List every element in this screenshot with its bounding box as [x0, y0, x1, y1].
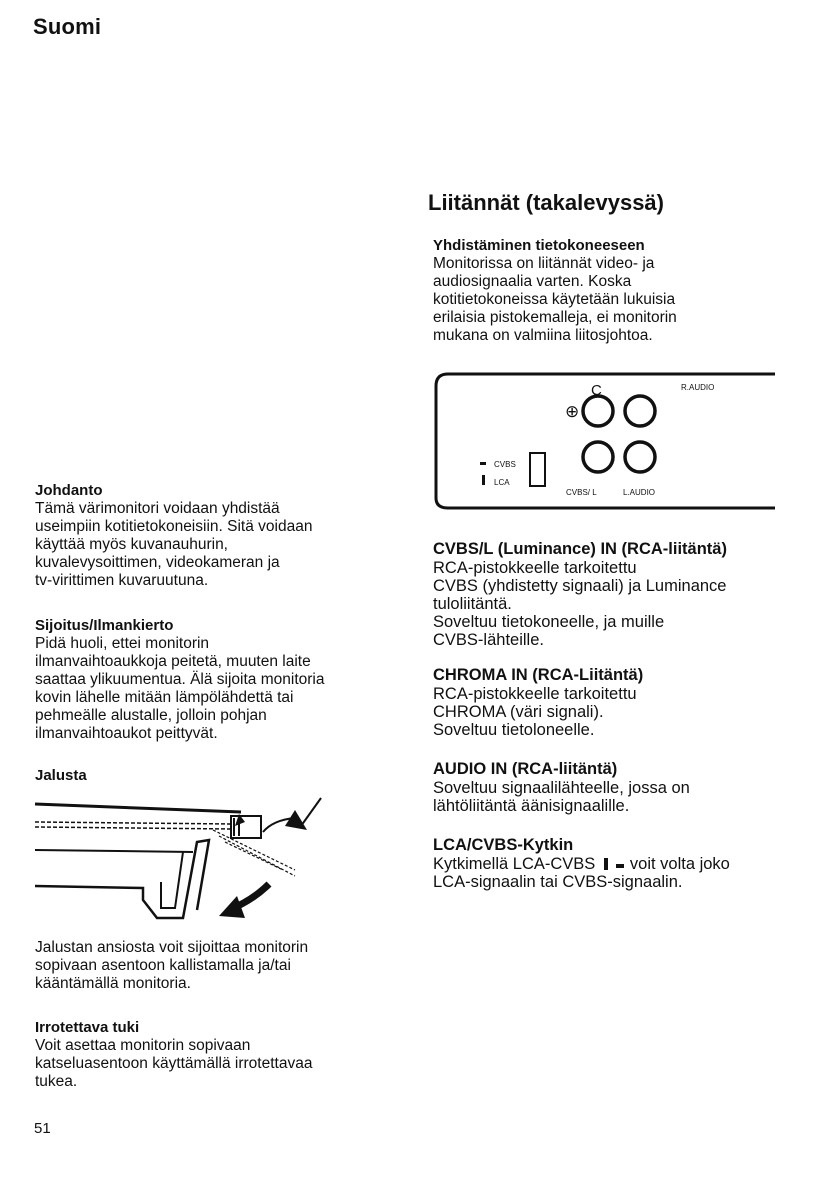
- r-audio-jack: [625, 396, 655, 426]
- cvbs-position-mark: [480, 462, 486, 465]
- lca-cvbs-switch: [530, 453, 545, 486]
- connect-body: Monitorissa on liitännät video- ja audiosignaalia varten. Koska kotitietokoneissa käytetään lukuisia erilaisia pistokemalleja, ei monitorin mukana on valmiina liitosjohtoa.: [433, 255, 677, 344]
- section-title-connections: Liitännät (takalevyssä): [428, 190, 664, 215]
- panel-outline: [436, 374, 775, 508]
- stand-illustration: [33, 790, 333, 930]
- language-label: Suomi: [33, 14, 102, 39]
- cvbs-heading: CVBS/L (Luminance) IN (RCA-liitäntä): [433, 540, 727, 558]
- placement-heading: Sijoitus/Ilmankierto: [35, 617, 174, 634]
- section-switch: [433, 836, 793, 891]
- l-audio-jack: [625, 442, 655, 472]
- section-connect: [433, 236, 793, 345]
- rear-panel-diagram: [432, 370, 777, 512]
- audio-heading: AUDIO IN (RCA-liitäntä): [433, 760, 618, 778]
- audio-body: Soveltuu signaalilähteelle, jossa on lähtöliitäntä äänisignaalille.: [433, 779, 690, 815]
- switch-body: [433, 855, 793, 891]
- label-l-audio: L.AUDIO: [623, 488, 656, 497]
- lca-position-mark: [482, 475, 485, 485]
- connect-heading: Yhdistäminen tietokoneeseen: [433, 237, 645, 254]
- section-stand-text: [35, 939, 385, 993]
- section-audio: [433, 760, 793, 815]
- support-heading: Irrotettava tuki: [35, 1019, 140, 1036]
- page-number: 51: [34, 1120, 51, 1137]
- section-placement: [35, 616, 385, 743]
- chroma-body: RCA-pistokkeelle tarkoitettu CHROMA (väri signali). Soveltuu tietoloneelle.: [433, 685, 637, 739]
- switch-body-post: LCA-signaalin tai CVBS-signaalin.: [433, 873, 683, 891]
- cvbs-body: RCA-pistokkeelle tarkoitettu CVBS (yhdistetty signaali) ja Luminance tuloliitäntä. Soveltuu tietokoneelle, ja muille CVBS-lähteille.: [433, 559, 727, 649]
- section-stand: [35, 766, 385, 785]
- stand-heading: Jalusta: [35, 767, 87, 784]
- intro-body: Tämä värimonitori voidaan yhdistää useimpiin kotitietokoneisiin. Sitä voidaan käyttää myös kuvanauhurin, kuvalevysoittimen, videokameran ja tv-virittimen kuvaruutuna.: [35, 500, 313, 589]
- lca-mark-icon: [604, 858, 608, 870]
- cvbs-mark-icon: [616, 864, 624, 868]
- placement-body: Pidä huoli, ettei monitorin ilmanvaihtoaukkoja peitetä, muuten laite saattaa ylikuumentua. Älä sijoita monitoria kovin lähelle mitään lämpölähdettä tai pehmeälle alustalle, jolloin pohjan ilmanvaihtoaukot peittyvät.: [35, 635, 325, 742]
- switch-heading: LCA/CVBS-Kytkin: [433, 836, 574, 854]
- label-r-audio: R.AUDIO: [681, 383, 715, 392]
- label-cvbs: CVBS: [494, 460, 516, 469]
- stand-body: Jalustan ansiosta voit sijoittaa monitorin sopivaan asentoon kallistamalla ja/tai kääntämällä monitoria.: [35, 939, 309, 992]
- section-intro: [35, 481, 385, 590]
- cvbs-jack: [583, 442, 613, 472]
- plus-symbol: ⊕: [565, 402, 580, 421]
- switch-body-pre: Kytkimellä LCA-CVBS: [433, 855, 596, 873]
- label-c: C: [591, 382, 602, 399]
- support-body: Voit asettaa monitorin sopivaan katseluasentoon käyttämällä irrotettavaa tukea.: [35, 1037, 313, 1090]
- section-support: [35, 1018, 385, 1091]
- chroma-jack: [583, 396, 613, 426]
- label-lca: LCA: [494, 478, 510, 487]
- section-chroma: [433, 666, 793, 739]
- label-cvbs-l: CVBS/ L: [566, 488, 597, 497]
- intro-heading: Johdanto: [35, 482, 103, 499]
- section-cvbs: [433, 540, 793, 649]
- switch-body-mid: voit volta joko: [629, 855, 730, 873]
- chroma-heading: CHROMA IN (RCA-Liitäntä): [433, 666, 644, 684]
